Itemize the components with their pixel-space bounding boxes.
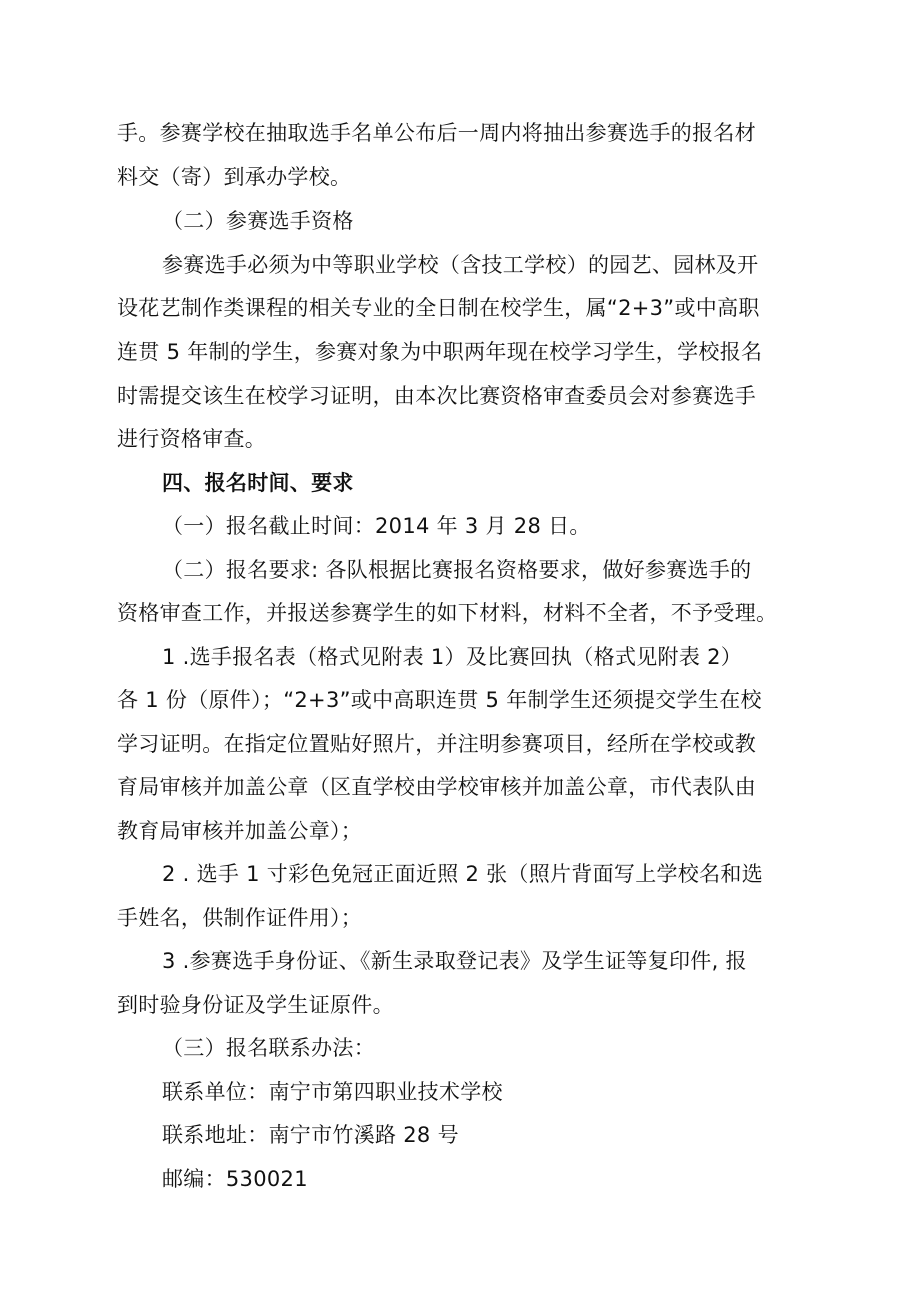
list-item-line: 教育局审核并加盖公章）； bbox=[117, 819, 363, 843]
list-item-line: 手姓名，供制作证件用）； bbox=[117, 906, 363, 930]
paragraph-line: （二）报名要求: 各队根据比赛报名资格要求，做好参赛选手的 bbox=[162, 558, 752, 582]
paragraph-line: 进行资格审查。 bbox=[117, 427, 267, 451]
paragraph-line: 料交（寄）到承办学校。 bbox=[117, 165, 352, 189]
list-item-line: 育局审核并加盖公章（区直学校由学校审核并加盖公章，市代表队由 bbox=[117, 775, 756, 799]
list-item-line: 学习证明。在指定位置贴好照片，并注明参赛项目，经所在学校或教 bbox=[117, 732, 756, 756]
paragraph-line: 手。参赛学校在抽取选手名单公布后一周内将抽出参赛选手的报名材 bbox=[117, 121, 756, 145]
paragraph-line: 时需提交该生在校学习证明，由本次比赛资格审查委员会对参赛选手 bbox=[117, 384, 756, 408]
list-item-line: 各 1 份（原件）；“2+3”或中高职连贯 5 年制学生还须提交学生在校 bbox=[117, 688, 762, 712]
contact-address: 联系地址：南宁市竹溪路 28 号 bbox=[162, 1123, 459, 1147]
paragraph-line: 参赛选手必须为中等职业学校（含技工学校）的园艺、园林及开 bbox=[162, 253, 759, 277]
section-subheading: （三）报名联系办法： bbox=[162, 1036, 375, 1060]
paragraph-line: 资格审查工作，并报送参赛学生的如下材料，材料不全者，不予受理。 bbox=[117, 601, 778, 625]
contact-unit: 联系单位：南宁市第四职业技术学校 bbox=[162, 1080, 503, 1104]
section-subheading: （一）报名截止时间：2014 年 3 月 28 日。 bbox=[162, 514, 591, 538]
list-item-line: 3 .参赛选手身份证、《新生录取登记表》及学生证等复印件, 报 bbox=[162, 949, 747, 973]
list-item-line: 1 .选手报名表（格式见附表 1）及比赛回执（格式见附表 2） bbox=[162, 645, 743, 669]
section-heading: 四、报名时间、要求 bbox=[162, 471, 354, 495]
paragraph-line: 设花艺制作类课程的相关专业的全日制在校学生，属“2+3”或中高职 bbox=[117, 296, 760, 320]
list-item-line: 2 . 选手 1 寸彩色免冠正面近照 2 张（照片背面写上学校名和选 bbox=[162, 862, 764, 886]
postal-code: 邮编：530021 bbox=[162, 1167, 308, 1191]
section-subheading: （二）参赛选手资格 bbox=[162, 209, 354, 233]
list-item-line: 到时验身份证及学生证原件。 bbox=[117, 993, 394, 1017]
paragraph-line: 连贯 5 年制的学生，参赛对象为中职两年现在校学习学生，学校报名 bbox=[117, 340, 763, 364]
